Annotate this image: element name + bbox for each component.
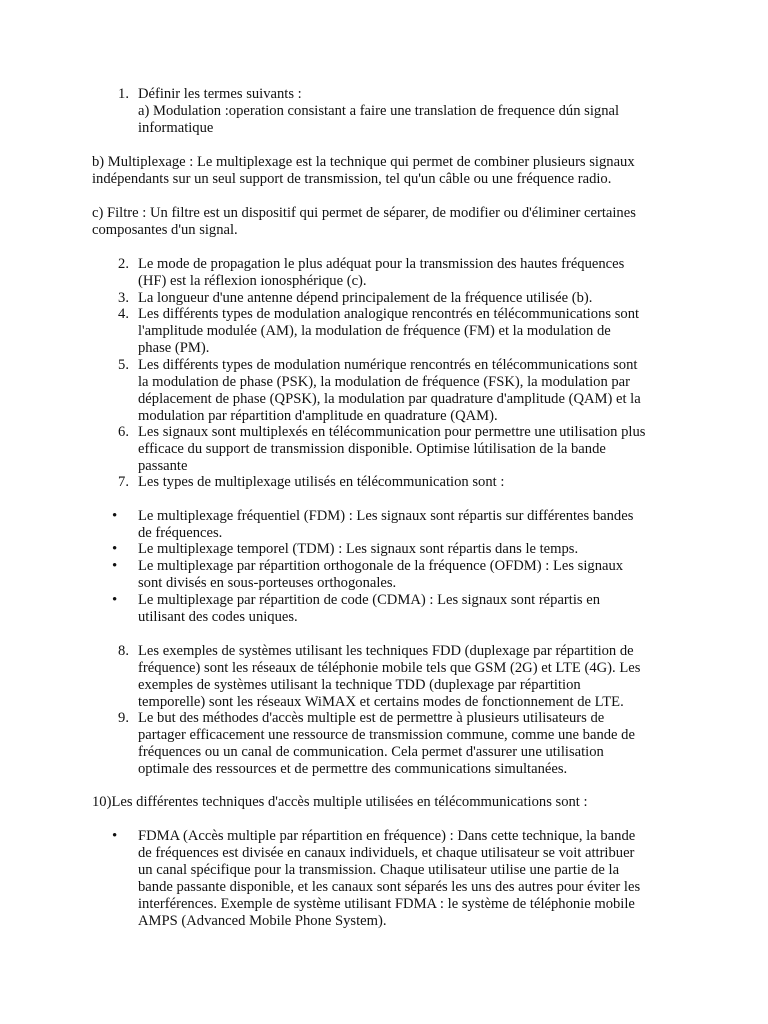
bullet-text [138, 558, 683, 592]
text-line: de fréquences est divisée en canaux individuels, et chaque utilisateur se voit attribuer [138, 845, 635, 861]
text-line: La longueur d'une antenne dépend principalement de la fréquence utilisée (b). [138, 290, 593, 306]
text-line: informatique [138, 120, 214, 136]
text-line: 10)Les différentes techniques d'accès multiple utilisées en télécommunications sont : [92, 794, 588, 810]
text-line: Définir les termes suivants : [138, 86, 302, 102]
bullet-icon: • [112, 508, 118, 524]
text-line: l'amplitude modulée (AM), la modulation de fréquence (FM) et la modulation de [138, 323, 611, 339]
bullet-icon: • [112, 592, 118, 608]
text-line: c) Filtre : Un filtre est un dispositif qui permet de séparer, de modifier ou d'éliminer certaines [92, 205, 636, 221]
text-line: temporelle) sont les réseaux WiMAX et certains modes de fonctionnement de LTE. [138, 694, 624, 710]
list-number: 1. [118, 86, 129, 102]
text-line: bande passante disponible, et les canaux sont séparés les uns des autres pour éviter les [138, 879, 641, 895]
text-line: Les signaux sont multiplexés en télécommunication pour permettre une utilisation plus [138, 424, 646, 440]
text-line: (HF) est la réflexion ionosphérique (c). [138, 273, 367, 289]
text-line: Le multiplexage fréquentiel (FDM) : Les signaux sont répartis sur différentes bandes [138, 508, 634, 524]
list-number: 7. [118, 474, 129, 490]
bullet-icon: • [112, 828, 118, 844]
text-line: efficace du support de transmission disponible. Optimise lútilisation de la bande [138, 441, 606, 457]
text-line: passante [138, 458, 188, 474]
text-line: utilisant des codes uniques. [138, 609, 298, 625]
text-line: Les différents types de modulation analogique rencontrés en télécommunications sont [138, 306, 640, 322]
list-item-text [138, 643, 683, 711]
list-item-text [138, 424, 683, 475]
list-item-text [138, 474, 683, 491]
list-item-text [138, 256, 683, 290]
text-line: modulation par répartition d'amplitude en quadrature (QAM). [138, 408, 498, 424]
list-item-text [138, 710, 683, 778]
text-line: Le multiplexage temporel (TDM) : Les signaux sont répartis dans le temps. [138, 541, 579, 557]
list-number: 4. [118, 306, 129, 322]
list-item-text [138, 357, 683, 425]
text-line: de fréquences. [138, 525, 223, 541]
bullet-text [138, 541, 683, 558]
text-line: Le mode de propagation le plus adéquat pour la transmission des hautes fréquences [138, 256, 625, 272]
list-number: 6. [118, 424, 129, 440]
text-line: a) Modulation :operation consistant a faire une translation de frequence dún signal [138, 103, 620, 119]
bullet-text [138, 508, 683, 542]
text-line: un canal spécifique pour la transmission. Chaque utilisateur utilise une partie de la [138, 862, 620, 878]
bullet-text [138, 592, 683, 626]
text-line: fréquences ou un canal de communication. Cela permet d'assurer une utilisation [138, 744, 604, 760]
paragraph-multiplexage [92, 154, 682, 188]
text-line: sont divisés en sous-porteuses orthogonales. [138, 575, 397, 591]
list-number: 8. [118, 643, 129, 659]
paragraph-acces-multiple [92, 794, 682, 811]
list-number: 2. [118, 256, 129, 272]
text-line: Le multiplexage par répartition de code (CDMA) : Les signaux sont répartis en [138, 592, 600, 608]
text-line: interférences. Exemple de système utilisant FDMA : le système de téléphonie mobile [138, 896, 635, 912]
text-line: composantes d'un signal. [92, 222, 238, 238]
paragraph-filtre [92, 205, 682, 239]
text-line: exemples de systèmes utilisant la technique TDD (duplexage par répartition [138, 677, 581, 693]
text-line: indépendants sur un seul support de transmission, tel qu'un câble ou une fréquence radio. [92, 171, 612, 187]
list-number: 5. [118, 357, 129, 373]
text-line: b) Multiplexage : Le multiplexage est la technique qui permet de combiner plusieurs signaux [92, 154, 635, 170]
text-line: partager efficacement une ressource de transmission commune, comme une bande de [138, 727, 635, 743]
bullet-text [138, 828, 683, 930]
text-line: Les différents types de modulation numérique rencontrés en télécommunications sont [138, 357, 638, 373]
text-line: Le but des méthodes d'accès multiple est de permettre à plusieurs utilisateurs de [138, 710, 605, 726]
list-item-text [138, 290, 683, 307]
text-line: Les types de multiplexage utilisés en télécommunication sont : [138, 474, 505, 490]
list-item-text [138, 86, 683, 137]
text-line: optimale des ressources et de permettre des communications simultanées. [138, 761, 568, 777]
bullet-icon: • [112, 541, 118, 557]
list-number: 3. [118, 290, 129, 306]
bullet-icon: • [112, 558, 118, 574]
text-line: déplacement de phase (QPSK), la modulation par quadrature d'amplitude (QAM) et la [138, 391, 641, 407]
text-line: FDMA (Accès multiple par répartition en fréquence) : Dans cette technique, la bande [138, 828, 636, 844]
text-line: fréquence) sont les réseaux de téléphonie mobile tels que GSM (2G) et LTE (4G). Les [138, 660, 641, 676]
text-line: la modulation de phase (PSK), la modulation de fréquence (FSK), la modulation par [138, 374, 631, 390]
text-line: Les exemples de systèmes utilisant les techniques FDD (duplexage par répartition de [138, 643, 634, 659]
text-line: AMPS (Advanced Mobile Phone System). [138, 913, 387, 929]
list-number: 9. [118, 710, 129, 726]
list-item-text [138, 306, 683, 357]
text-line: Le multiplexage par répartition orthogonale de la fréquence (OFDM) : Les signaux [138, 558, 624, 574]
text-line: phase (PM). [138, 340, 210, 356]
